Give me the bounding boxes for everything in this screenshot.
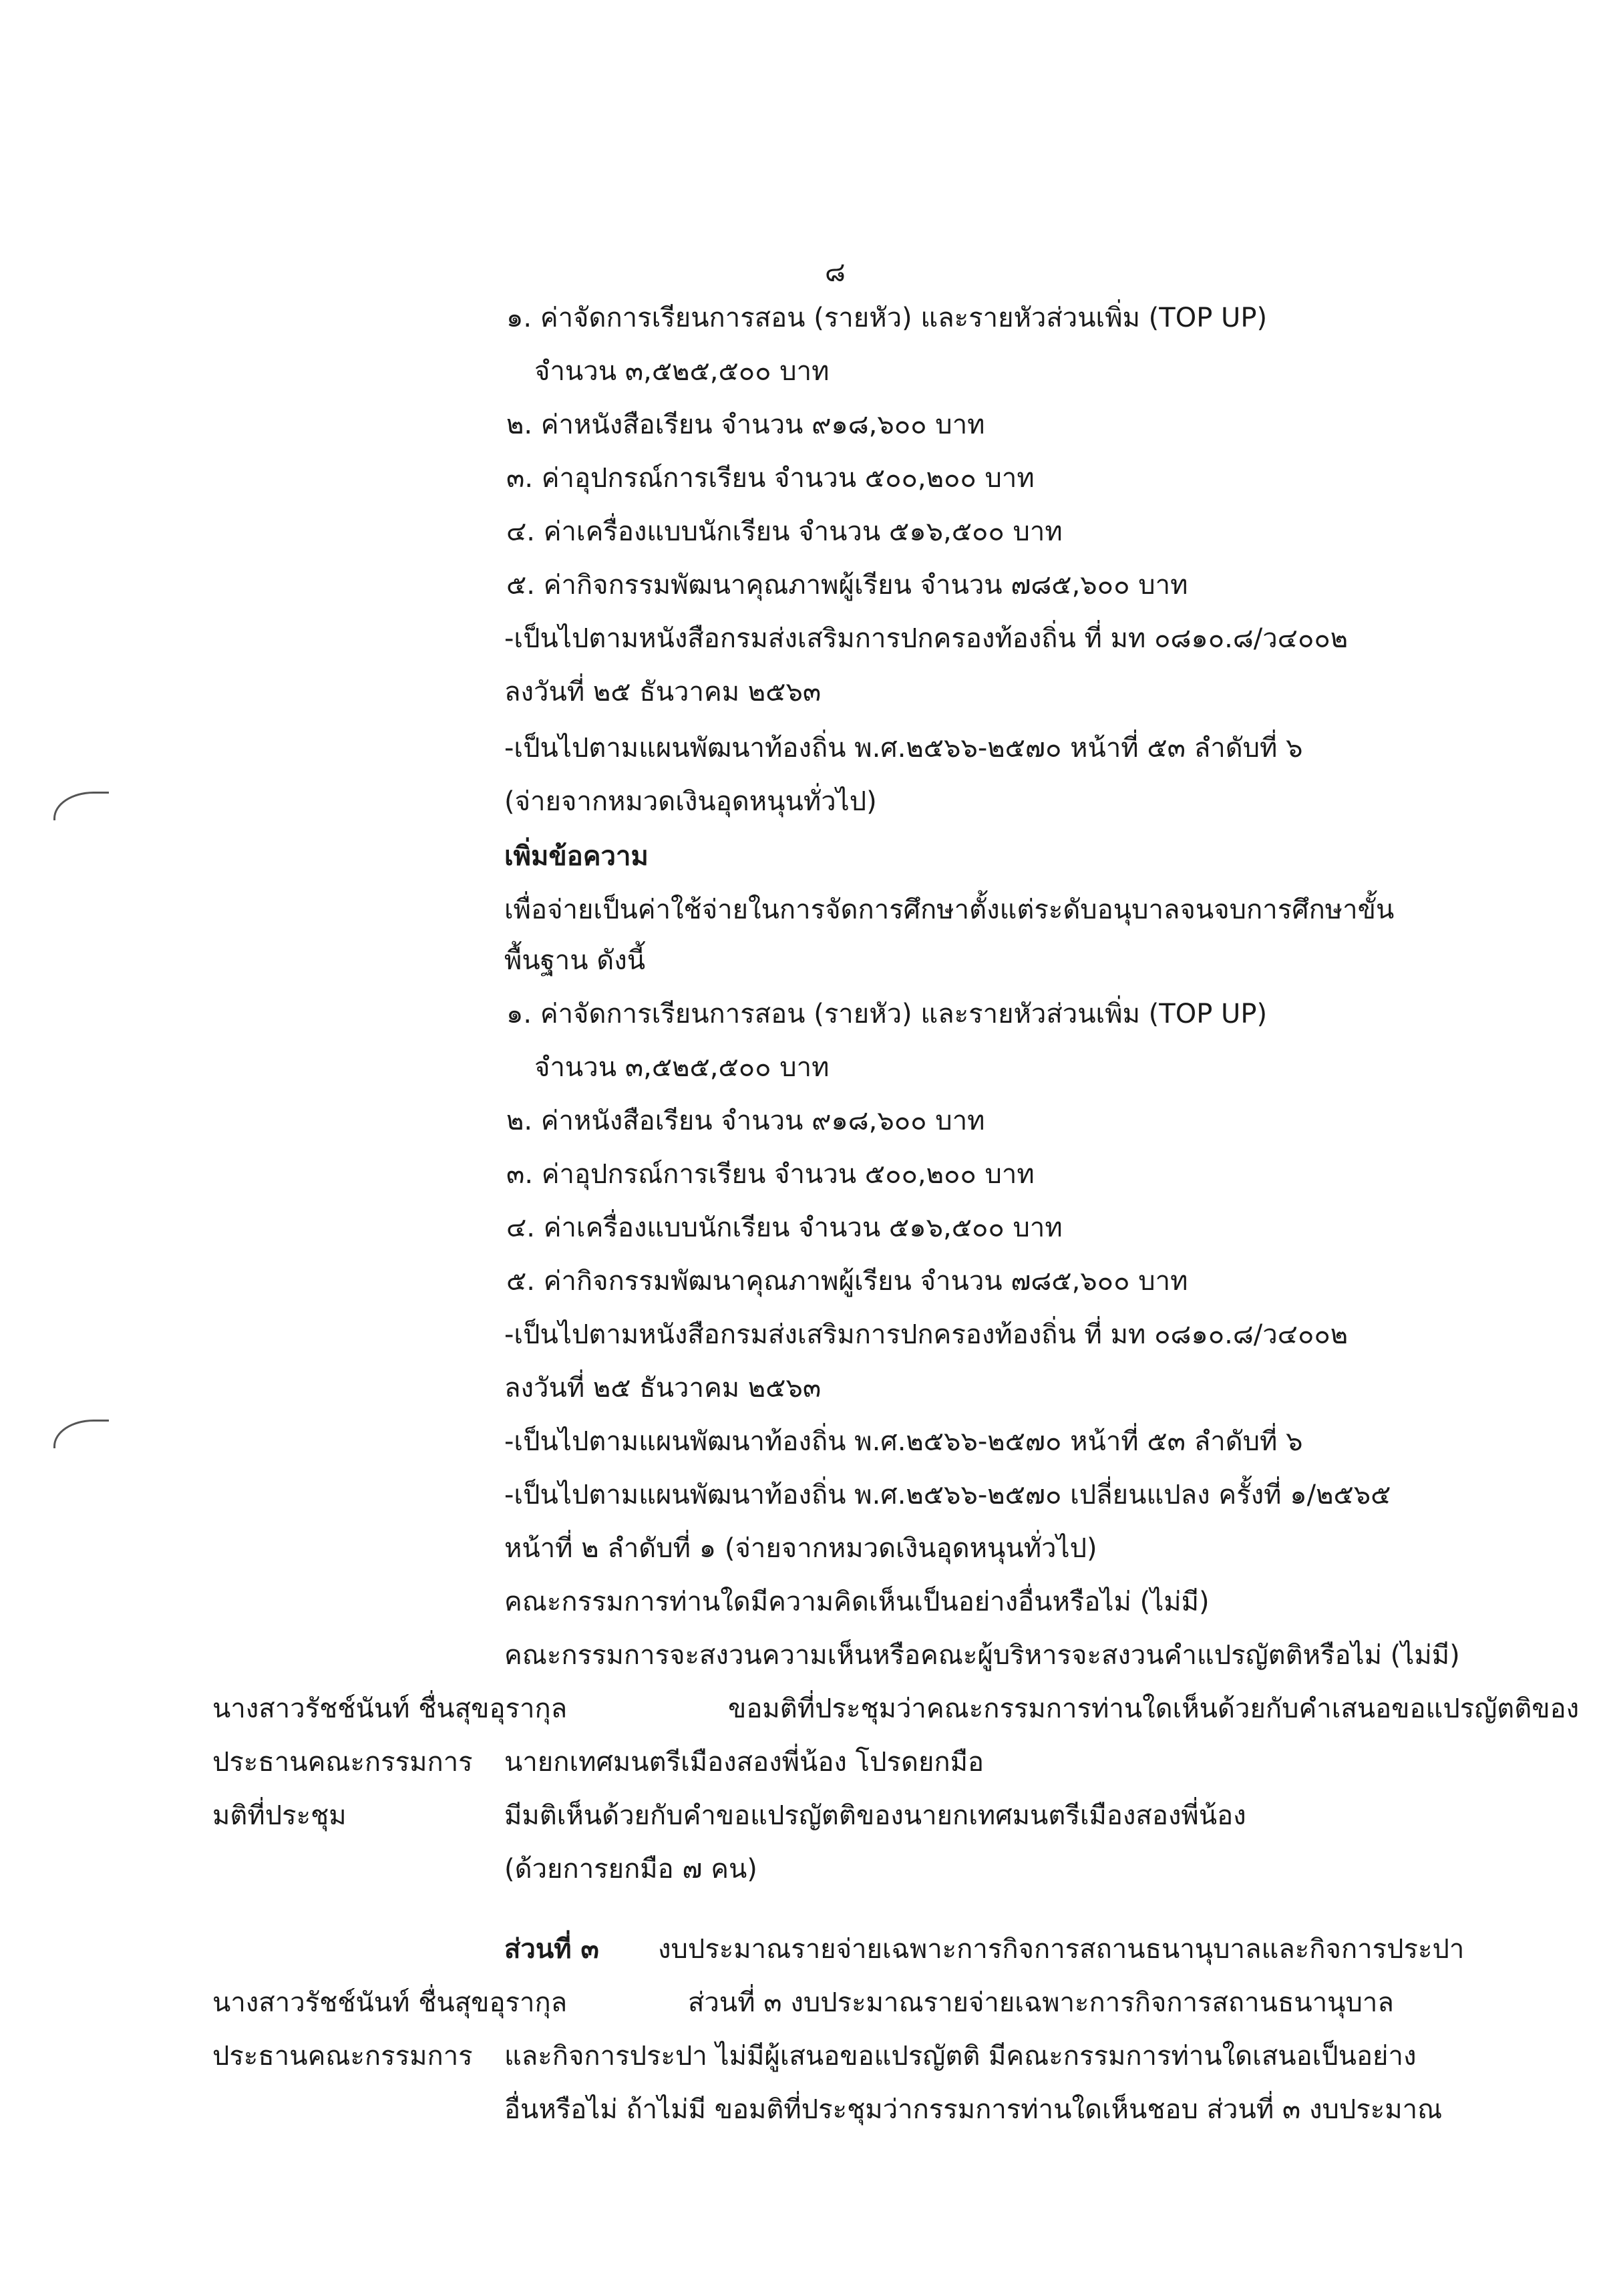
reference-note: -เป็นไปตามแผนพัฒนาท้องถิ่น พ.ศ.๒๕๖๖-๒๕๗๐ หน้าที่ ๕๓ ลำดับที่ ๖ (504, 733, 1303, 764)
list-item: ๒. ค่าหนังสือเรียน จำนวน ๙๑๘,๖๐๐ บาท (506, 1106, 985, 1136)
speaker-name: นางสาวรัชช์นันท์ ชื่นสุขอุรากุล (212, 1693, 568, 1724)
list-item: ๓. ค่าอุปกรณ์การเรียน จำนวน ๕๐๐,๒๐๐ บาท (506, 463, 1035, 494)
reference-note: -เป็นไปตามหนังสือกรมส่งเสริมการปกครองท้องถิ่น ที่ มท ๐๘๑๐.๘/ว๔๐๐๒ (504, 623, 1349, 654)
intro-text: เพื่อจ่ายเป็นค่าใช้จ่ายในการจัดการศึกษาตั้งแต่ระดับอนุบาลจนจบการศึกษาขั้น (504, 894, 1395, 925)
list-item-continuation: จำนวน ๓,๕๒๕,๕๐๐ บาท (534, 1052, 830, 1083)
reference-note: (จ่ายจากหมวดเงินอุดหนุนทั่วไป) (504, 786, 877, 817)
intro-text: พื้นฐาน ดังนี้ (504, 945, 646, 976)
resolution-text: (ด้วยการยกมือ ๗ คน) (504, 1854, 757, 1884)
reference-note: ลงวันที่ ๒๕ ธันวาคม ๒๕๖๓ (504, 1373, 822, 1404)
speaker-name: นางสาวรัชช์นันท์ ชื่นสุขอุรากุล (212, 1987, 568, 2018)
reference-note: -เป็นไปตามหนังสือกรมส่งเสริมการปกครองท้องถิ่น ที่ มท ๐๘๑๐.๘/ว๔๐๐๒ (504, 1319, 1349, 1350)
list-item: ๕. ค่ากิจกรรมพัฒนาคุณภาพผู้เรียน จำนวน ๗๘๕,๖๐๐ บาท (506, 570, 1188, 601)
section-heading: เพิ่มข้อความ (504, 841, 649, 872)
punch-hole-mark (53, 792, 109, 820)
speaker-role: ประธานคณะกรรมการ (212, 2041, 473, 2072)
question-text: คณะกรรมการจะสงวนความเห็นหรือคณะผู้บริหารจะสงวนคำแปรญัตติหรือไม่ (ไม่มี) (504, 1640, 1460, 1671)
reference-note: ลงวันที่ ๒๕ ธันวาคม ๒๕๖๓ (504, 677, 822, 707)
speech-text: อื่นหรือไม่ ถ้าไม่มี ขอมติที่ประชุมว่ากรรมการท่านใดเห็นชอบ ส่วนที่ ๓ งบประมาณ (504, 2094, 1443, 2125)
speech-text: และกิจการประปา ไม่มีผู้เสนอขอแปรญัตติ มีคณะกรรมการท่านใดเสนอเป็นอย่าง (504, 2041, 1417, 2072)
list-item: ๕. ค่ากิจกรรมพัฒนาคุณภาพผู้เรียน จำนวน ๗๘๕,๖๐๐ บาท (506, 1266, 1188, 1297)
part-heading-text: งบประมาณรายจ่ายเฉพาะการกิจการสถานธนานุบาลและกิจการประปา (658, 1934, 1465, 1965)
reference-note: -เป็นไปตามแผนพัฒนาท้องถิ่น พ.ศ.๒๕๖๖-๒๕๗๐ เปลี่ยนแปลง ครั้งที่ ๑/๒๕๖๕ (504, 1480, 1391, 1510)
list-item: ๑. ค่าจัดการเรียนการสอน (รายหัว) และรายหัวส่วนเพิ่ม (TOP UP) (506, 303, 1268, 333)
speaker-role: ประธานคณะกรรมการ (212, 1747, 473, 1778)
reference-note: -เป็นไปตามแผนพัฒนาท้องถิ่น พ.ศ.๒๕๖๖-๒๕๗๐ หน้าที่ ๕๓ ลำดับที่ ๖ (504, 1426, 1303, 1457)
list-item: ๑. ค่าจัดการเรียนการสอน (รายหัว) และรายหัวส่วนเพิ่ม (TOP UP) (506, 999, 1268, 1029)
list-item: ๓. ค่าอุปกรณ์การเรียน จำนวน ๕๐๐,๒๐๐ บาท (506, 1159, 1035, 1190)
list-item: ๒. ค่าหนังสือเรียน จำนวน ๙๑๘,๖๐๐ บาท (506, 409, 985, 440)
speech-text: ส่วนที่ ๓ งบประมาณรายจ่ายเฉพาะการกิจการสถานธนานุบาล (688, 1987, 1394, 2018)
resolution-label: มติที่ประชุม (212, 1800, 347, 1831)
list-item-continuation: จำนวน ๓,๕๒๕,๕๐๐ บาท (534, 356, 830, 387)
punch-hole-mark (53, 1420, 109, 1448)
speech-text: นายกเทศมนตรีเมืองสองพี่น้อง โปรดยกมือ (504, 1747, 984, 1778)
part-heading: ส่วนที่ ๓ (504, 1934, 599, 1965)
list-item: ๔. ค่าเครื่องแบบนักเรียน จำนวน ๕๑๖,๕๐๐ บาท (506, 516, 1063, 547)
reference-note: หน้าที่ ๒ ลำดับที่ ๑ (จ่ายจากหมวดเงินอุดหนุนทั่วไป) (504, 1533, 1097, 1564)
speech-text: ขอมติที่ประชุมว่าคณะกรรมการท่านใดเห็นด้วยกับคำเสนอขอแปรญัตติของ (728, 1693, 1580, 1724)
list-item: ๔. ค่าเครื่องแบบนักเรียน จำนวน ๕๑๖,๕๐๐ บาท (506, 1212, 1063, 1243)
page-number: ๘ (825, 257, 846, 288)
question-text: คณะกรรมการท่านใดมีความคิดเห็นเป็นอย่างอื่นหรือไม่ (ไม่มี) (504, 1587, 1210, 1617)
resolution-text: มีมติเห็นด้วยกับคำขอแปรญัตติของนายกเทศมนตรีเมืองสองพี่น้อง (504, 1800, 1246, 1831)
